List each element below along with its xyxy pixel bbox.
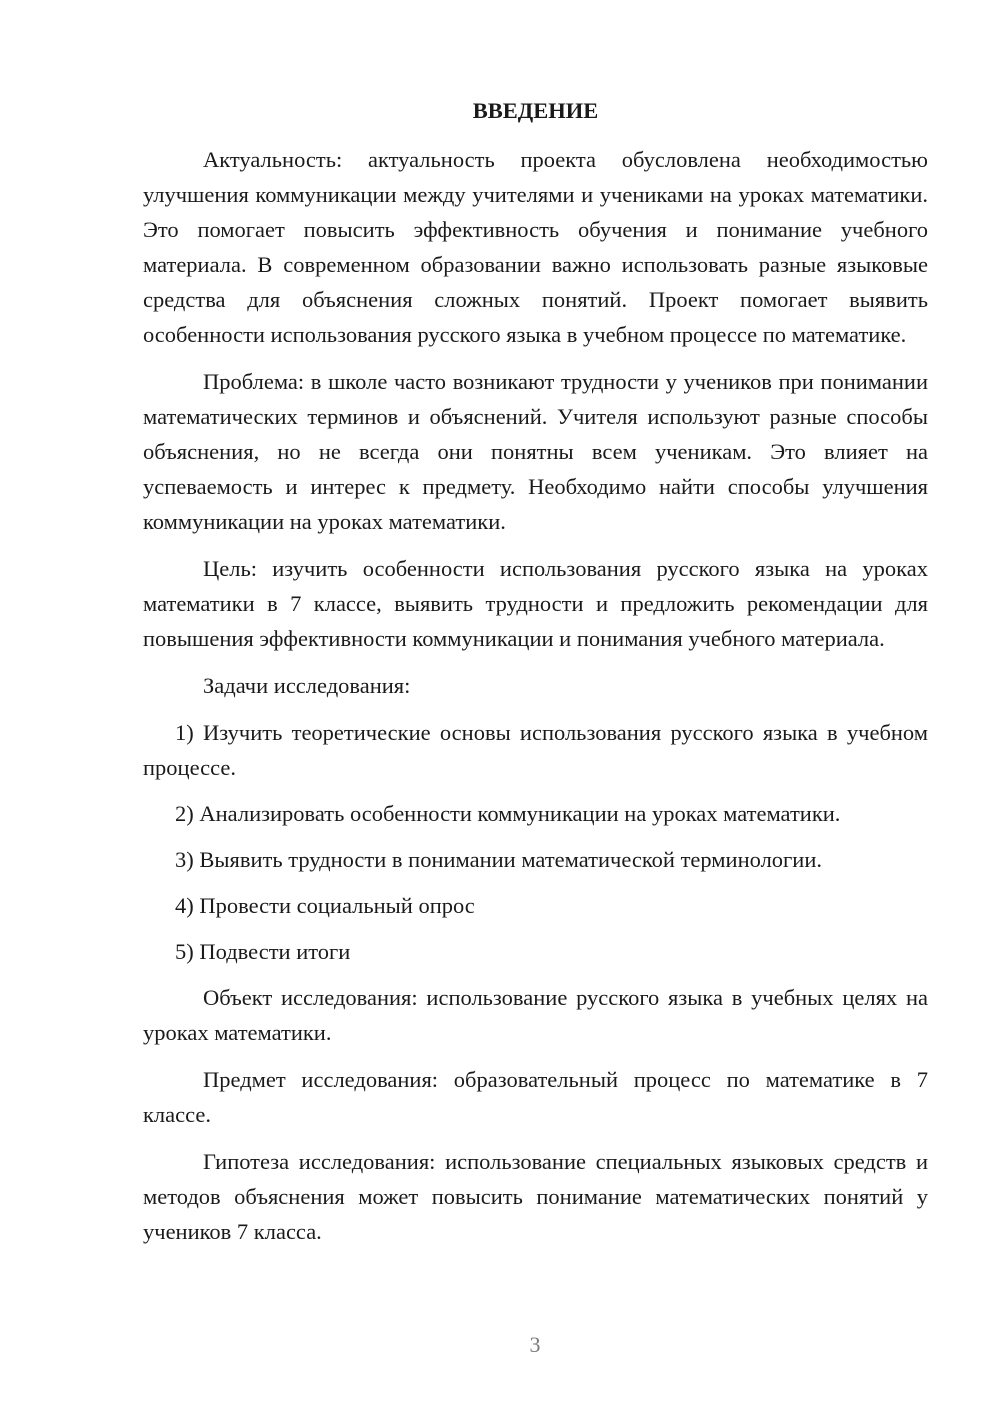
page-number: 3 <box>529 1332 541 1357</box>
task-item-3: 3) Выявить трудности в понимании математической терминологии. <box>175 847 822 872</box>
subject-paragraph: Предмет исследования: образовательный процесс по математике в 7 классе. <box>143 1067 928 1127</box>
object-paragraph: Объект исследования: использование русского языка в учебных целях на уроках математики. <box>143 985 928 1045</box>
goal-paragraph: Цель: изучить особенности использования русского языка на уроках математики в 7 классе, выявить трудности и предложить рекомендации для повышения эффективности коммуникации и понимания учебного материала. <box>143 556 928 651</box>
hypothesis-paragraph: Гипотеза исследования: использование специальных языковых средств и методов объяснения может повысить понимание математических понятий у учеников 7 класса. <box>143 1149 928 1244</box>
task-item-1: 1) Изучить теоретические основы использования русского языка в учебном процессе. <box>143 720 928 780</box>
page-body <box>143 96 928 1261</box>
task-item-2: 2) Анализировать особенности коммуникации на уроках математики. <box>175 801 841 826</box>
tasks-heading: Задачи исследования: <box>203 673 411 698</box>
problem-paragraph: Проблема: в школе часто возникают трудности у учеников при понимании математических терминов и объяснений. Учителя используют разные способы объяснения, но не всегда они понятны всем ученикам. Это влияет на успеваемость и интерес к предмету. Необходимо найти способы улучшения коммуникации на уроках математики. <box>143 369 928 534</box>
task-item-4: 4) Провести социальный опрос <box>175 893 475 918</box>
task-item-5: 5) Подвести итоги <box>175 939 351 964</box>
section-title: ВВЕДЕНИЕ <box>472 98 599 123</box>
relevance-paragraph: Актуальность: актуальность проекта обусловлена необходимостью улучшения коммуникации между учителями и учениками на уроках математики. Это помогает повысить эффективность обучения и понимание учебного материала. В современном образовании важно использовать разные языковые средства для объяснения сложных понятий. Проект помогает выявить особенности использования русского языка в учебном процессе по математике. <box>143 147 928 347</box>
